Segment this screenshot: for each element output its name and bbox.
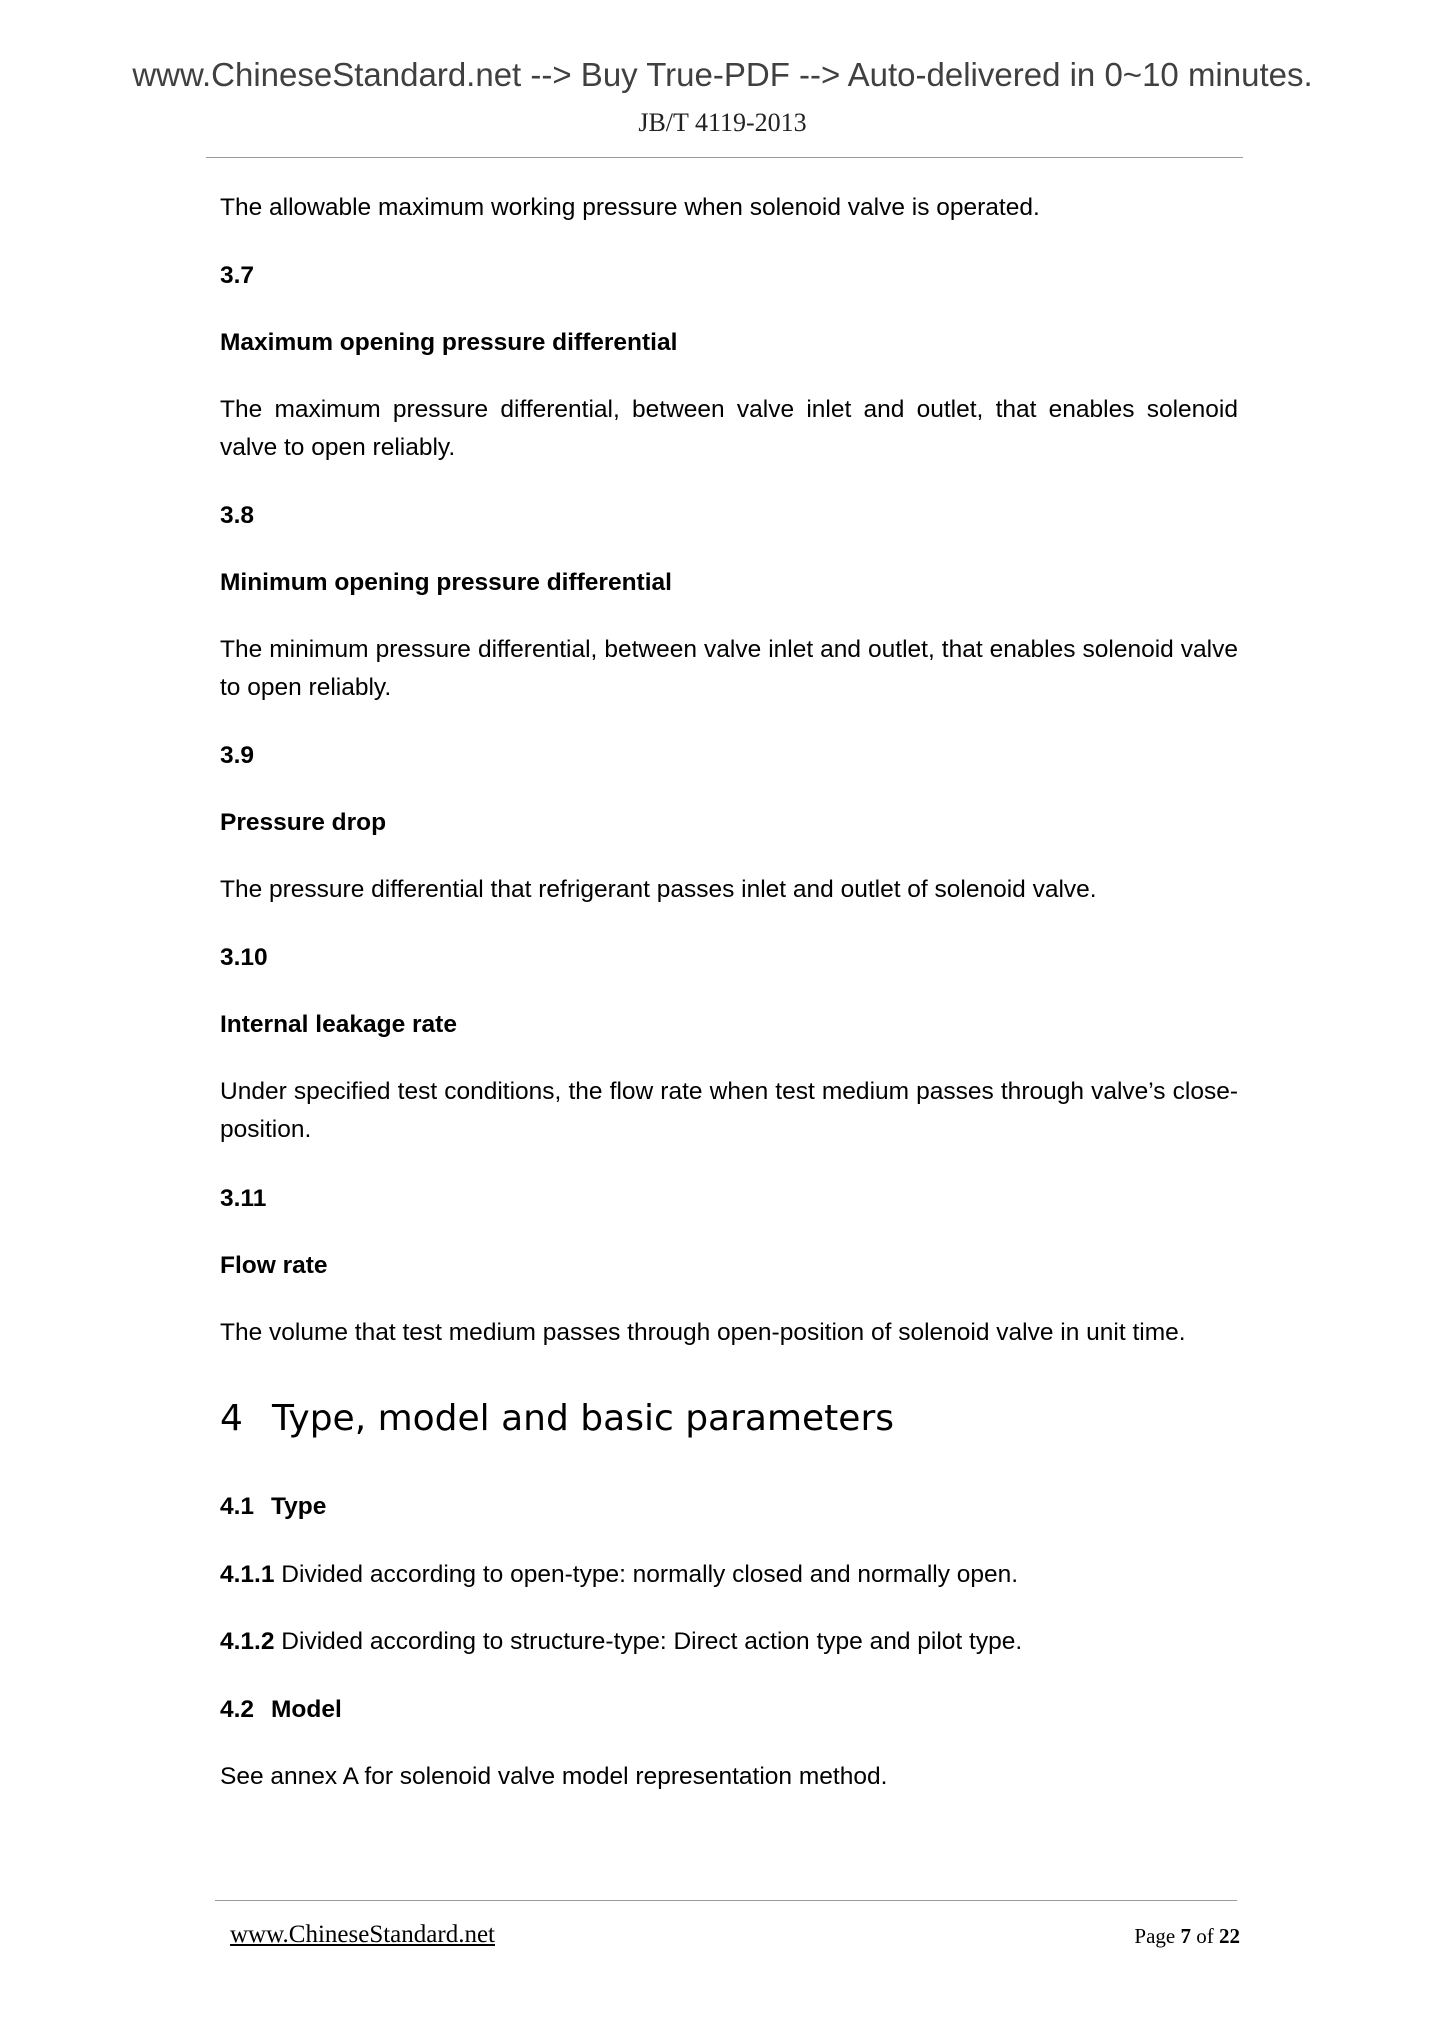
page-prefix: Page <box>1134 1924 1181 1948</box>
term-definition-3-11: The volume that test medium passes through open-position of solenoid valve in unit time. <box>220 1319 1186 1346</box>
term-definition-3-9: The pressure differential that refrigerant passes inlet and outlet of solenoid valve. <box>220 876 1097 903</box>
document-code: JB/T 4119-2013 <box>638 108 807 137</box>
section-number: 4 <box>220 1398 243 1439</box>
term-number-3-8: 3.8 <box>220 502 255 529</box>
footer-website-link[interactable]: www.ChineseStandard.net <box>230 1921 495 1948</box>
clause-4-1-1 <box>220 1556 1238 1594</box>
clause-4-1-2 <box>220 1623 1238 1661</box>
section-title: Type, model and basic parameters <box>272 1398 895 1439</box>
header-banner[interactable]: www.ChineseStandard.net --> Buy True-PDF --> Auto-delivered in 0~10 minutes. <box>132 56 1313 93</box>
term-title-3-11: Flow rate <box>220 1252 328 1279</box>
page-total: 22 <box>1219 1924 1240 1948</box>
header-divider <box>206 157 1243 158</box>
subsection-title: Model <box>271 1696 342 1723</box>
term-number-3-11: 3.11 <box>220 1185 267 1212</box>
subsection-number: 4.2 <box>220 1696 255 1723</box>
clause-number: 4.1.2 <box>220 1628 275 1655</box>
term-title-3-7: Maximum opening pressure differential <box>220 329 678 356</box>
clause-number: 4.1.1 <box>220 1561 275 1588</box>
term-definition-3-10: Under specified test conditions, the flow rate when test medium passes through valve’s close-position. <box>220 1078 1238 1143</box>
term-title-3-10: Internal leakage rate <box>220 1011 457 1038</box>
model-paragraph: See annex A for solenoid valve model representation method. <box>220 1763 888 1790</box>
term-definition-3-8: The minimum pressure differential, between valve inlet and outlet, that enables solenoid valve to open reliably. <box>220 636 1238 701</box>
clause-text: Divided according to structure-type: Direct action type and pilot type. <box>274 1628 1023 1655</box>
subsection-heading-4-2 <box>220 1691 1238 1729</box>
term-title-3-9: Pressure drop <box>220 809 387 836</box>
page-of: of <box>1191 1924 1219 1948</box>
intro-paragraph: The allowable maximum working pressure when solenoid valve is operated. <box>220 194 1040 221</box>
term-number-3-7: 3.7 <box>220 262 255 289</box>
subsection-number: 4.1 <box>220 1493 255 1520</box>
footer-divider <box>215 1900 1237 1901</box>
section-heading-4 <box>220 1397 894 1441</box>
term-number-3-10: 3.10 <box>220 944 268 971</box>
subsection-title: Type <box>271 1493 327 1520</box>
term-title-3-8: Minimum opening pressure differential <box>220 569 672 596</box>
page-number <box>1134 1924 1240 1949</box>
term-definition-3-7: The maximum pressure differential, between valve inlet and outlet, that enables solenoid valve to open reliably. <box>220 396 1238 461</box>
page-current: 7 <box>1180 1924 1191 1948</box>
subsection-heading-4-1 <box>220 1488 1238 1526</box>
clause-text: Divided according to open-type: normally closed and normally open. <box>274 1561 1019 1588</box>
term-number-3-9: 3.9 <box>220 742 255 769</box>
